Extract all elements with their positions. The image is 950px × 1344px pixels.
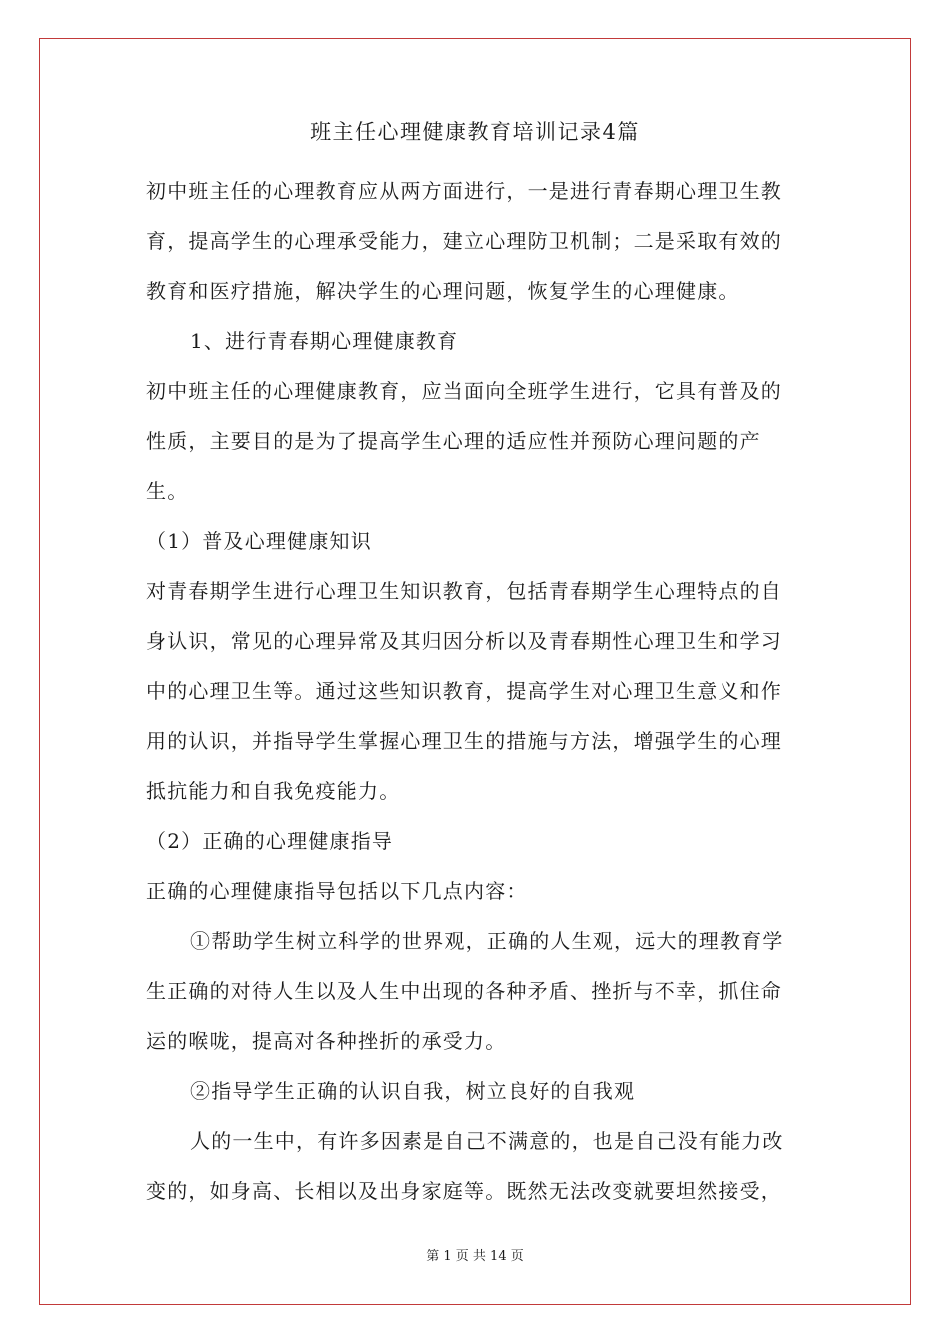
body-line: 中的心理卫生等。通过这些知识教育，提高学生对心理卫生意义和作: [146, 679, 782, 703]
body-line: 用的认识，并指导学生掌握心理卫生的措施与方法，增强学生的心理: [146, 729, 782, 753]
subsection-heading: （1）普及心理健康知识: [146, 529, 372, 553]
section-heading: 1、进行青春期心理健康教育: [190, 329, 459, 353]
body-line: 教育和医疗措施，解决学生的心理问题，恢复学生的心理健康。: [146, 279, 740, 303]
page-number-footer: 第 1 页 共 14 页: [426, 1249, 524, 1264]
body-line: 生。: [146, 479, 189, 503]
body-line: 对青春期学生进行心理卫生知识教育，包括青春期学生心理特点的自: [146, 579, 782, 603]
body-line: 身认识，常见的心理异常及其归因分析以及青春期性心理卫生和学习: [146, 629, 782, 653]
list-item: ①帮助学生树立科学的世界观，正确的人生观，远大的理教育学: [190, 929, 784, 953]
body-line: 正确的心理健康指导包括以下几点内容：: [146, 879, 528, 903]
body-line: 人的一生中，有许多因素是自己不满意的，也是自己没有能力改: [190, 1129, 784, 1153]
list-item: ②指导学生正确的认识自我，树立良好的自我观: [190, 1079, 636, 1103]
body-line: 性质，主要目的是为了提高学生心理的适应性并预防心理问题的产: [146, 429, 761, 453]
body-line: 运的喉咙，提高对各种挫折的承受力。: [146, 1029, 507, 1053]
body-line: 初中班主任的心理健康教育，应当面向全班学生进行，它具有普及的: [146, 379, 782, 403]
body-line: 初中班主任的心理教育应从两方面进行，一是进行青春期心理卫生教: [146, 179, 782, 203]
body-line: 抵抗能力和自我免疫能力。: [146, 779, 401, 803]
document-title: 班主任心理健康教育培训记录4篇: [310, 120, 640, 144]
subsection-heading: （2）正确的心理健康指导: [146, 829, 394, 853]
body-line: 育，提高学生的心理承受能力，建立心理防卫机制；二是采取有效的: [146, 229, 782, 253]
body-line: 生正确的对待人生以及人生中出现的各种矛盾、挫折与不幸，抓住命: [146, 979, 782, 1003]
document-body: [146, 166, 808, 1216]
body-line: 变的，如身高、长相以及出身家庭等。既然无法改变就要坦然接受，: [146, 1179, 782, 1203]
